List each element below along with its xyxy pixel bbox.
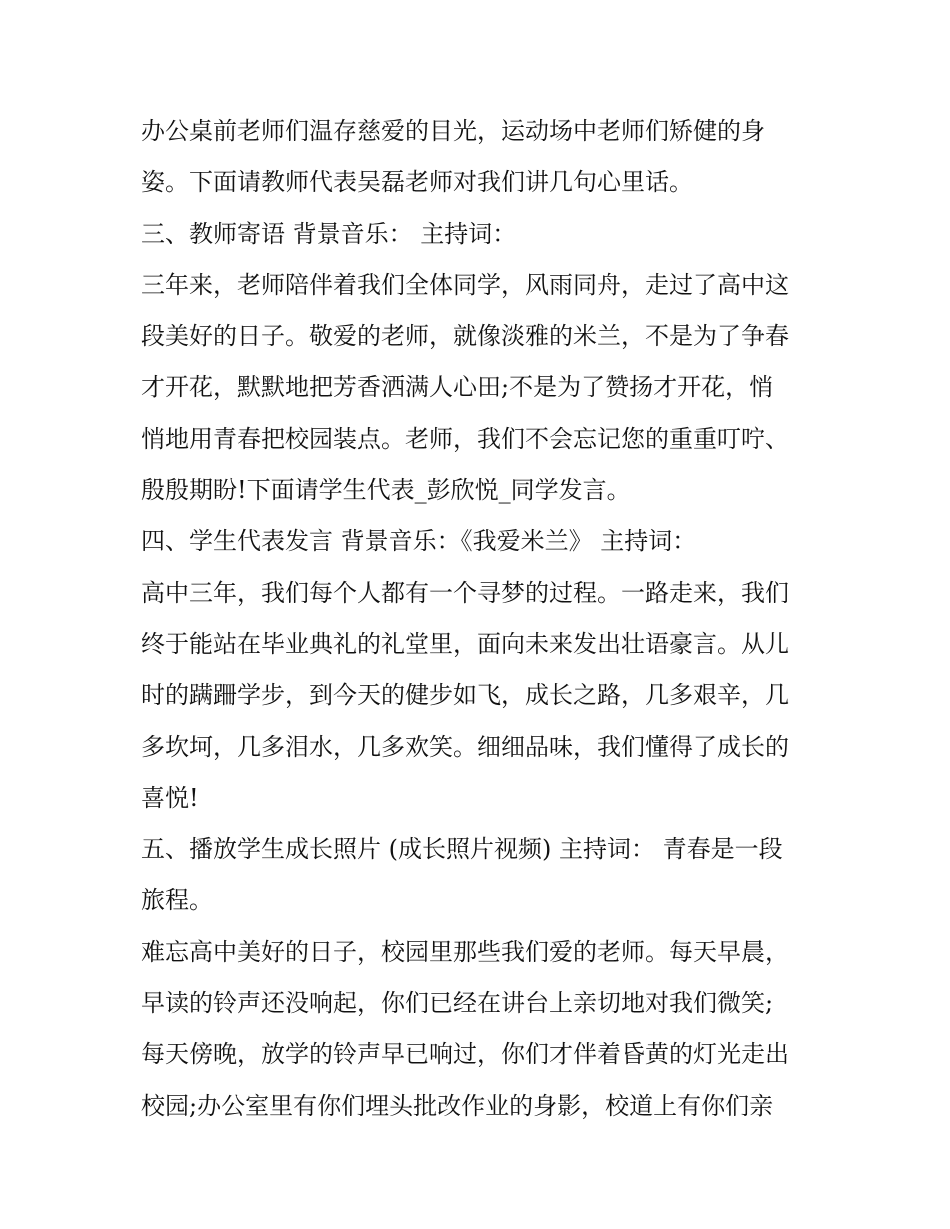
text-line-17: 难忘高中美好的日子，校园里那些我们爱的老师。每天早晨， [141,937,789,966]
text-line-4: 三年来，老师陪伴着我们全体同学，风雨同舟，走过了高中这 [141,270,789,299]
text-line-10: 高中三年，我们每个人都有一个寻梦的过程。一路走来，我们 [141,578,789,607]
text-line-16: 旅程。 [141,886,213,915]
text-line-11: 终于能站在毕业典礼的礼堂里，面向未来发出壮语豪言。从儿 [141,629,789,658]
text-line-6: 才开花，默默地把芳香洒满人心田;不是为了赞扬才开花，悄 [141,373,774,402]
section-heading-3: 三、教师寄语 背景音乐： 主持词： [141,219,517,248]
text-line-1: 办公桌前老师们温存慈爱的目光，运动场中老师们矫健的身 [141,117,765,145]
text-line-8: 殷殷期盼!下面请学生代表_彭欣悦_同学发言。 [141,476,631,505]
section-heading-4: 四、学生代表发言 背景音乐：《我爱米兰》 主持词： [141,527,697,556]
text-line-2: 姿。下面请教师代表吴磊老师对我们讲几句心里话。 [141,168,693,197]
text-line-7: 悄地用青春把校园装点。老师，我们不会忘记您的重重叮咛、 [141,424,789,453]
section-heading-5: 五、播放学生成长照片 (成长照片视频) 主持词： 青春是一段 [141,835,783,864]
text-line-14: 喜悦! [141,783,199,812]
text-line-20: 校园;办公室里有你们埋头批改作业的身影，校道上有你们亲 [141,1091,774,1120]
text-line-12: 时的蹒跚学步，到今天的健步如飞，成长之路，几多艰辛，几 [141,681,789,710]
text-line-19: 每天傍晚，放学的铃声早已响过，你们才伴着昏黄的灯光走出 [141,1040,789,1069]
text-line-13: 多坎坷，几多泪水，几多欢笑。细细品味，我们懂得了成长的 [141,732,789,761]
text-line-18: 早读的铃声还没响起，你们已经在讲台上亲切地对我们微笑; [141,989,774,1018]
text-line-5: 段美好的日子。敬爱的老师，就像淡雅的米兰，不是为了争春 [141,322,789,351]
body-text [141,106,821,1132]
